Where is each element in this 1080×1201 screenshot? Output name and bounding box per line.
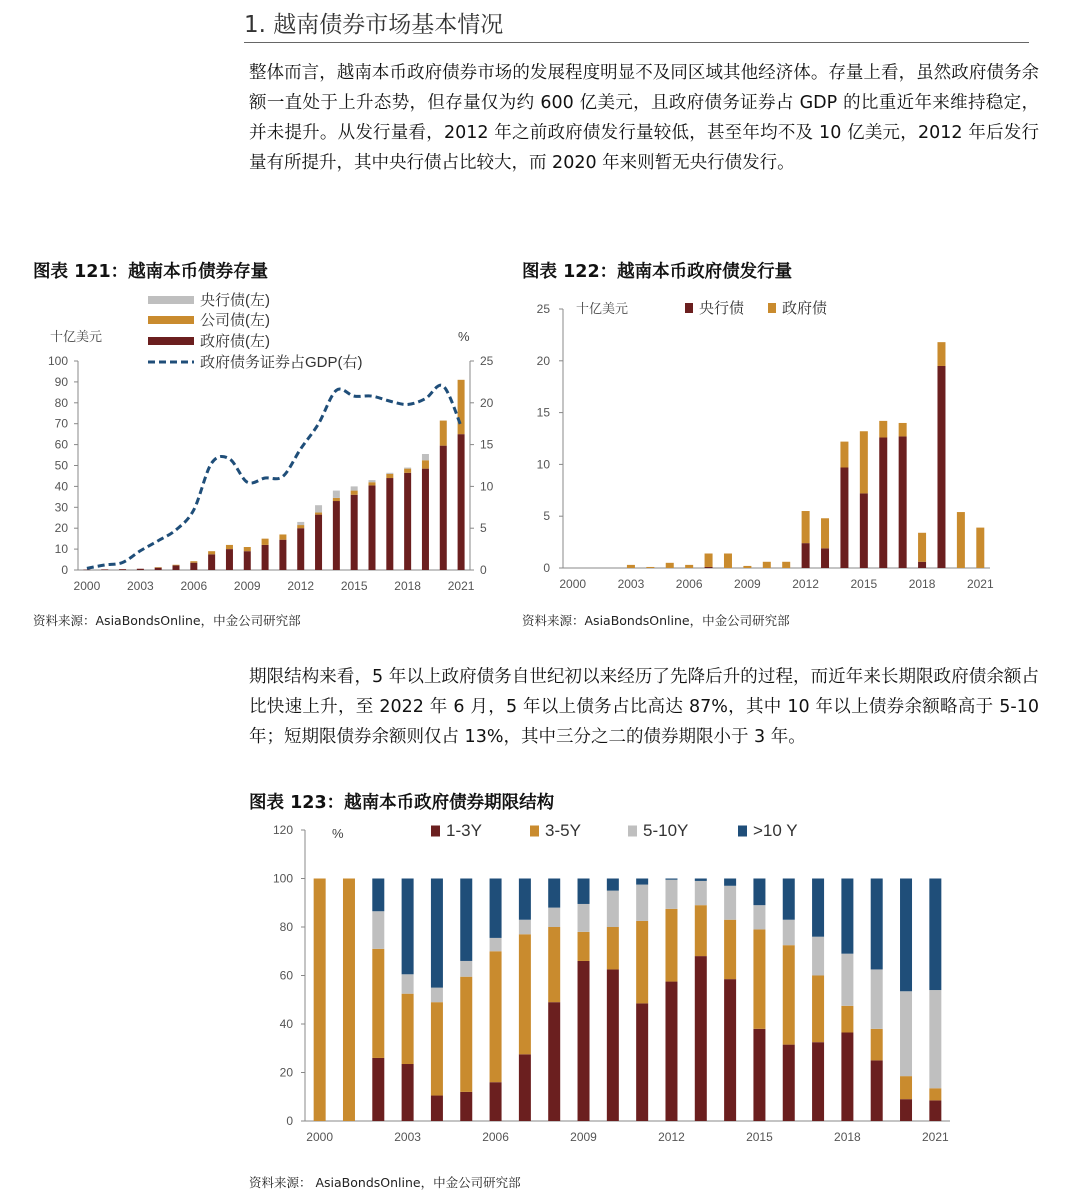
bar-segment (812, 1042, 824, 1121)
x-tick-label: 2006 (482, 1130, 509, 1144)
y2-tick-label: 15 (480, 437, 494, 452)
figure-122-source: 资料来源：AsiaBondsOnline，中金公司研究部 (522, 613, 790, 628)
bar-segment (578, 961, 590, 1121)
bar-segment (460, 961, 472, 977)
bar-segment (460, 1092, 472, 1121)
y-tick-label: 100 (47, 354, 68, 368)
legend-label: >10 Y (753, 821, 798, 840)
bar-segment (743, 566, 751, 568)
bar-segment (753, 929, 765, 1028)
bar-segment (724, 886, 736, 920)
bar-segment (812, 976, 824, 1043)
bar-segment (519, 920, 531, 935)
legend-swatch (628, 826, 637, 837)
bar-segment (351, 491, 358, 495)
x-tick-label: 2015 (340, 579, 368, 593)
bar-segment (440, 446, 447, 570)
bar-segment (548, 908, 560, 927)
bar-segment (372, 911, 384, 949)
x-tick-label: 2018 (908, 577, 936, 591)
bar-segment (315, 505, 322, 512)
bar-segment (918, 533, 926, 562)
chart-123 (250, 812, 970, 1157)
bar-segment (929, 879, 941, 991)
bar-segment (753, 879, 765, 906)
bar-segment (929, 1088, 941, 1100)
bar-segment (101, 569, 108, 570)
bar-segment (548, 879, 560, 908)
y2-tick-label: 10 (480, 479, 494, 494)
bar-segment (83, 570, 90, 571)
bar-segment (404, 468, 411, 469)
bar-segment (860, 493, 868, 568)
y-tick-label: 10 (536, 457, 550, 472)
y-tick-label: 5 (543, 509, 550, 524)
bar-segment (402, 994, 414, 1064)
bar-segment (900, 991, 912, 1076)
bar-segment (636, 885, 648, 921)
bar-segment (404, 469, 411, 473)
bar-segment (369, 480, 376, 482)
bar-segment (685, 565, 693, 568)
y2-tick-label: 25 (480, 354, 494, 368)
bar-segment (607, 879, 619, 891)
bar-segment (244, 547, 251, 551)
bar-segment (871, 969, 883, 1028)
figure-121-title: 图表 121：越南本币债券存量 (33, 262, 269, 282)
y-tick-label: 90 (54, 374, 68, 389)
bar-segment (402, 974, 414, 993)
x-tick-label: 2003 (394, 1130, 421, 1144)
maturity-paragraph: 期限结构来看，5 年以上政府债务自世纪初以来经历了先降后升的过程，而近年来长期限政府债余额占比快速上升，至 2022 年 6 月，5 年以上债务占比高达 87%，其中 10 年以上债券余额略高于 5-10 年；短期限债券余额则仅占 13%，其中三分之二的债券期限小于 3 年。 (249, 667, 1039, 747)
y-tick-label: 100 (272, 871, 293, 886)
bar-segment (372, 879, 384, 912)
x-tick-label: 2003 (127, 579, 154, 593)
legend-swatch (431, 826, 440, 837)
bar-segment (665, 909, 677, 982)
bar-segment (695, 956, 707, 1121)
y-tick-label: 20 (54, 521, 68, 536)
bar-segment (343, 879, 355, 1122)
bar-segment (422, 469, 429, 570)
y-tick-label: 70 (54, 416, 68, 431)
y-tick-label: 0 (61, 563, 68, 577)
bar-segment (957, 512, 965, 568)
bar-segment (226, 545, 233, 549)
bar-segment (137, 569, 144, 570)
x-tick-label: 2009 (734, 577, 761, 591)
bar-segment (333, 498, 340, 501)
x-tick-label: 2021 (447, 579, 475, 593)
legend-label: 央行债(左) (200, 292, 270, 309)
bar-segment (879, 421, 887, 438)
bar-segment (578, 879, 590, 904)
chart-121 (20, 280, 500, 600)
bar-segment (627, 565, 635, 568)
x-tick-label: 2012 (287, 579, 315, 593)
bar-segment (929, 990, 941, 1088)
bar-segment (636, 879, 648, 885)
bar-segment (490, 879, 502, 938)
bar-segment (315, 513, 322, 515)
bar-segment (724, 553, 732, 568)
bar-segment (763, 562, 771, 568)
bar-segment (458, 380, 465, 434)
bar-segment (440, 421, 447, 446)
bar-segment (937, 342, 945, 366)
x-tick-label: 2021 (921, 1130, 949, 1144)
bar-segment (812, 937, 824, 976)
bar-segment (840, 442, 848, 468)
bar-segment (490, 938, 502, 951)
y-tick-label: 60 (54, 437, 68, 452)
figure-123-title: 图表 123：越南本币政府债券期限结构 (249, 793, 555, 813)
bar-segment (519, 1054, 531, 1121)
bar-segment (841, 1032, 853, 1121)
bar-segment (208, 554, 215, 570)
bar-segment (802, 511, 810, 543)
legend-label: 央行债 (699, 300, 745, 317)
bar-segment (929, 1100, 941, 1121)
bar-segment (460, 977, 472, 1092)
bar-segment (871, 1060, 883, 1121)
bar-segment (372, 949, 384, 1058)
y2-tick-label: 20 (480, 395, 494, 410)
bar-segment (297, 522, 304, 525)
y-tick-label: 60 (279, 968, 293, 983)
y-tick-label: 15 (536, 405, 550, 420)
figure-122-title: 图表 122：越南本币政府债发行量 (522, 262, 793, 282)
bar-segment (490, 951, 502, 1082)
bar-segment (607, 891, 619, 927)
legend-label: 政府债 (782, 300, 828, 317)
bar-segment (315, 515, 322, 570)
legend-swatch (148, 316, 194, 324)
bar-segment (431, 1096, 443, 1121)
bar-segment (802, 543, 810, 568)
legend-label: 1-3Y (446, 821, 482, 840)
bar-segment (665, 879, 677, 880)
figure-121-source: 资料来源：AsiaBondsOnline，中金公司研究部 (33, 613, 301, 628)
bar-segment (369, 482, 376, 485)
x-tick-label: 2000 (306, 1130, 334, 1144)
bar-segment (578, 904, 590, 932)
bar-segment (899, 423, 907, 436)
bar-segment (279, 540, 286, 570)
bar-segment (386, 473, 393, 474)
bar-segment (262, 545, 269, 570)
bar-segment (607, 969, 619, 1121)
bar-segment (899, 436, 907, 568)
y2-tick-label: 0 (480, 563, 487, 577)
bar-segment (404, 473, 411, 570)
legend-swatch (530, 826, 539, 837)
bar-segment (783, 879, 795, 920)
bar-segment (900, 1076, 912, 1099)
bar-segment (297, 528, 304, 570)
bar-segment (386, 478, 393, 570)
bar-segment (976, 528, 984, 568)
x-tick-label: 2012 (792, 577, 819, 591)
x-tick-label: 2006 (180, 579, 208, 593)
bar-segment (665, 982, 677, 1121)
y-tick-label: 80 (54, 395, 68, 410)
bar-segment (548, 927, 560, 1002)
bar-segment (402, 879, 414, 975)
bar-segment (386, 474, 393, 478)
x-tick-label: 2009 (233, 579, 261, 593)
bar-segment (372, 1058, 384, 1121)
bar-segment (607, 927, 619, 969)
x-tick-label: 2012 (658, 1130, 685, 1144)
bar-segment (871, 879, 883, 970)
bar-segment (431, 1002, 443, 1095)
legend-label: 政府债(左) (200, 333, 270, 350)
legend-swatch (738, 826, 747, 837)
bar-segment (937, 366, 945, 568)
bar-segment (724, 879, 736, 886)
bar-segment (519, 934, 531, 1054)
bar-segment (244, 551, 251, 570)
bar-segment (422, 454, 429, 460)
bar-segment (431, 879, 443, 988)
bar-segment (333, 491, 340, 498)
bar-segment (665, 880, 677, 909)
bar-segment (369, 485, 376, 570)
bar-segment (402, 1064, 414, 1121)
bar-segment (460, 879, 472, 961)
bar-segment (841, 1006, 853, 1033)
legend-swatch (148, 337, 194, 345)
bar-segment (155, 567, 162, 570)
y-tick-label: 0 (543, 561, 550, 575)
x-tick-label: 2018 (834, 1130, 861, 1144)
section-title: 1. 越南债券市场基本情况 (244, 6, 1029, 43)
bar-segment (155, 567, 162, 568)
bar-segment (548, 1002, 560, 1121)
bar-segment (173, 565, 180, 570)
bar-segment (918, 562, 926, 568)
x-tick-label: 2003 (617, 577, 645, 591)
legend-swatch (148, 296, 194, 304)
bar-segment (812, 879, 824, 937)
y-tick-label: 50 (54, 458, 68, 473)
bar-segment (208, 551, 215, 554)
bar-segment (753, 905, 765, 929)
bar-segment (724, 920, 736, 979)
bar-segment (314, 879, 326, 1122)
x-tick-label: 2006 (675, 577, 703, 591)
legend-swatch (685, 303, 693, 313)
bar-segment (190, 563, 197, 570)
y-tick-label: 40 (54, 479, 68, 494)
legend-swatch (768, 303, 776, 313)
bar-segment (705, 567, 713, 568)
bar-segment (636, 1003, 648, 1121)
bar-segment (190, 561, 197, 562)
y-tick-label: 120 (272, 823, 293, 837)
bar-segment (279, 534, 286, 539)
bar-segment (782, 562, 790, 568)
y-tick-label: 25 (536, 302, 550, 316)
y-tick-label: 0 (286, 1114, 293, 1128)
bar-segment (578, 932, 590, 961)
x-tick-label: 2015 (850, 577, 878, 591)
legend-label: 3-5Y (545, 821, 581, 840)
left-unit-label: 十亿美元 (50, 329, 103, 344)
bar-segment (841, 879, 853, 954)
x-tick-label: 2000 (73, 579, 101, 593)
bar-segment (636, 921, 648, 1003)
y-tick-label: 20 (536, 353, 550, 368)
bar-segment (431, 988, 443, 1003)
bar-segment (783, 1045, 795, 1121)
x-tick-label: 2015 (746, 1130, 773, 1144)
bar-segment (900, 1099, 912, 1121)
bar-segment (783, 920, 795, 945)
legend-label: 公司债(左) (200, 312, 270, 329)
x-tick-label: 2009 (570, 1130, 597, 1144)
y2-tick-label: 5 (480, 521, 487, 536)
bar-segment (724, 979, 736, 1121)
left-unit-label: % (332, 826, 344, 841)
bar-segment (119, 569, 126, 570)
bar-segment (351, 486, 358, 490)
bar-segment (297, 525, 304, 528)
bar-segment (705, 553, 713, 566)
bar-segment (666, 563, 674, 568)
x-tick-label: 2000 (559, 577, 587, 591)
x-tick-label: 2021 (966, 577, 994, 591)
bar-segment (422, 460, 429, 468)
bar-segment (333, 501, 340, 570)
bar-segment (262, 539, 269, 545)
legend-label: 政府债务证券占GDP(右) (200, 354, 363, 371)
y-tick-label: 40 (279, 1017, 293, 1031)
y-tick-label: 10 (54, 542, 68, 557)
bar-segment (783, 945, 795, 1044)
bar-segment (173, 565, 180, 566)
y-tick-label: 80 (279, 920, 293, 934)
bar-segment (519, 879, 531, 920)
bar-segment (821, 548, 829, 568)
bar-segment (226, 549, 233, 570)
bar-segment (871, 1029, 883, 1061)
figure-123-source: 资料来源： AsiaBondsOnline，中金公司研究部 (249, 1175, 521, 1190)
bar-segment (695, 881, 707, 905)
bar-segment (695, 879, 707, 881)
bar-segment (695, 905, 707, 956)
bar-segment (753, 1029, 765, 1121)
bar-segment (879, 437, 887, 568)
y-tick-label: 20 (279, 1065, 293, 1080)
bar-segment (490, 1082, 502, 1121)
bar-segment (821, 518, 829, 548)
bar-segment (351, 495, 358, 570)
bar-segment (646, 567, 654, 568)
bar-segment (900, 879, 912, 992)
y-tick-label: 30 (54, 500, 68, 515)
chart-122 (520, 280, 1000, 600)
right-unit-label: % (458, 329, 470, 344)
intro-paragraph: 整体而言，越南本币政府债券市场的发展程度明显不及同区域其他经济体。存量上看，虽然政府债务余额一直处于上升态势，但存量仅为约 600 亿美元，且政府债务证券占 GDP 的比重近年来维持稳定，并未提升。从发行量看，2012 年之前政府债发行量较低，甚至年均不及 10 亿美元，2012 年后发行量有所提升，其中央行债占比较大，而 2020 年来则暂无央行债发行。 (249, 63, 1039, 173)
bar-segment (840, 468, 848, 568)
bar-segment (841, 954, 853, 1006)
bar-segment (458, 434, 465, 570)
bar-segment (860, 431, 868, 493)
legend-label: 5-10Y (643, 821, 689, 840)
x-tick-label: 2018 (394, 579, 421, 593)
left-unit-label: 十亿美元 (576, 301, 629, 316)
